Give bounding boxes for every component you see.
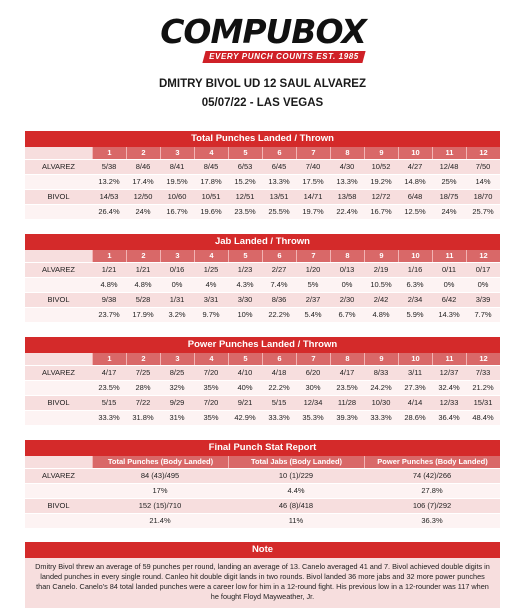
table-cell: 4/30	[339, 162, 355, 171]
bivol-final-pct-row	[25, 513, 500, 528]
round-label: 3	[160, 147, 194, 159]
compubox-logo	[158, 14, 368, 64]
bivol-landed-row	[25, 292, 500, 307]
table-cell: 3.2%	[168, 310, 186, 319]
table-cell: 35%	[203, 383, 219, 392]
table-cell: 5.4%	[304, 310, 322, 319]
table-cell: 19.6%	[200, 207, 222, 216]
fighter-name	[25, 514, 92, 528]
logo-tagline: EVERY PUNCH COUNTS EST. 1985	[209, 52, 359, 61]
note-title: Note	[25, 542, 500, 558]
table-title: Power Punches Landed / Thrown	[25, 337, 500, 353]
table-cell: 11/28	[337, 398, 357, 407]
table-cell: 10/52	[371, 162, 391, 171]
table-cell: 5/38	[101, 162, 117, 171]
table-cell: 17.5%	[302, 177, 324, 186]
round-label: 2	[126, 353, 160, 365]
table-cell: 48.4%	[472, 413, 494, 422]
table-cell: 14/53	[99, 192, 119, 201]
table-cell: 6/20	[305, 368, 321, 377]
table-cell: 4/10	[237, 368, 253, 377]
table-cell: 12.5%	[404, 207, 426, 216]
table-cell: 24%	[441, 207, 457, 216]
round-label: 4	[194, 353, 228, 365]
table-cell: 7/40	[305, 162, 321, 171]
table-cell: 12/33	[439, 398, 459, 407]
table-cell: 36.3%	[421, 516, 443, 525]
fighter-name: BIVOL	[47, 501, 70, 510]
fighter-name	[25, 205, 92, 219]
table-cell: 22.2%	[268, 310, 290, 319]
table-cell: 24%	[135, 207, 151, 216]
table-cell: 4.8%	[134, 280, 152, 289]
table-cell: 74 (42)/266	[412, 471, 452, 480]
round-label: 10	[398, 353, 432, 365]
header-spacer	[25, 250, 92, 262]
round-label: 9	[364, 147, 398, 159]
fighter-name: BIVOL	[47, 295, 70, 304]
table-cell: 1/21	[101, 265, 117, 274]
table-cell: 17.9%	[132, 310, 154, 319]
bivol-final-row	[25, 498, 500, 513]
fighter-name	[25, 484, 92, 498]
fighter-name	[25, 175, 92, 189]
fighter-name	[25, 411, 92, 425]
table-cell: 23.7%	[98, 310, 120, 319]
table-cell: 17.4%	[132, 177, 154, 186]
table-cell: 14%	[475, 177, 491, 186]
table-cell: 42.9%	[234, 413, 256, 422]
round-label: 7	[296, 147, 330, 159]
table-cell: 6/53	[237, 162, 253, 171]
table-cell: 25%	[441, 177, 457, 186]
jab-table	[25, 234, 500, 322]
table-cell: 10/51	[201, 192, 221, 201]
table-title: Jab Landed / Thrown	[25, 234, 500, 250]
round-label: 5	[228, 147, 262, 159]
table-cell: 7/20	[203, 398, 219, 407]
table-title: Final Punch Stat Report	[25, 440, 500, 456]
column-header: Power Punches (Body Landed)	[364, 456, 500, 468]
round-label: 7	[296, 353, 330, 365]
round-label: 12	[466, 353, 500, 365]
round-header-row	[25, 147, 500, 159]
table-cell: 12/37	[439, 368, 459, 377]
table-cell: 6.3%	[406, 280, 424, 289]
table-cell: 84 (43)/495	[140, 471, 180, 480]
table-cell: 10.5%	[370, 280, 392, 289]
header-spacer	[25, 353, 92, 365]
round-label: 2	[126, 250, 160, 262]
table-cell: 4.4%	[287, 486, 305, 495]
table-cell: 33.3%	[370, 413, 392, 422]
table-cell: 6/42	[441, 295, 457, 304]
table-cell: 4/17	[339, 368, 355, 377]
table-cell: 5%	[307, 280, 319, 289]
table-cell: 23.5%	[234, 207, 256, 216]
table-cell: 25.7%	[472, 207, 494, 216]
table-cell: 9.7%	[202, 310, 220, 319]
table-cell: 13/58	[337, 192, 357, 201]
table-cell: 12/72	[371, 192, 391, 201]
table-cell: 1/16	[407, 265, 423, 274]
alvarez-pct-row	[25, 174, 500, 189]
table-cell: 4%	[205, 280, 217, 289]
table-cell: 4/14	[407, 398, 423, 407]
table-cell: 7/33	[475, 368, 491, 377]
table-cell: 10 (1)/229	[278, 471, 314, 480]
round-label: 6	[262, 353, 296, 365]
table-cell: 26.4%	[98, 207, 120, 216]
table-cell: 33.3%	[268, 413, 290, 422]
table-cell: 1/31	[169, 295, 185, 304]
power-punches-table	[25, 337, 500, 425]
table-cell: 25.5%	[268, 207, 290, 216]
table-cell: 5/15	[271, 398, 287, 407]
round-label: 11	[432, 147, 466, 159]
table-cell: 0/13	[339, 265, 355, 274]
table-cell: 11%	[288, 516, 304, 525]
table-cell: 1/20	[305, 265, 321, 274]
round-label: 3	[160, 250, 194, 262]
table-cell: 19.7%	[302, 207, 324, 216]
round-label: 11	[432, 353, 466, 365]
round-label: 3	[160, 353, 194, 365]
alvarez-final-pct-row	[25, 483, 500, 498]
table-cell: 24.2%	[370, 383, 392, 392]
table-cell: 36.4%	[438, 413, 460, 422]
table-cell: 8/25	[169, 368, 185, 377]
table-cell: 17%	[152, 486, 168, 495]
table-cell: 1/23	[237, 265, 253, 274]
fighter-name: ALVAREZ	[41, 368, 76, 377]
table-cell: 12/51	[235, 192, 255, 201]
table-cell: 1/21	[135, 265, 151, 274]
table-cell: 7/25	[135, 368, 151, 377]
table-cell: 8/46	[135, 162, 151, 171]
round-label: 5	[228, 250, 262, 262]
round-label: 7	[296, 250, 330, 262]
column-header: Total Punches (Body Landed)	[92, 456, 228, 468]
table-cell: 4/27	[407, 162, 423, 171]
round-label: 10	[398, 250, 432, 262]
table-cell: 8/45	[203, 162, 219, 171]
round-label: 8	[330, 147, 364, 159]
table-cell: 23.5%	[98, 383, 120, 392]
table-cell: 0%	[477, 280, 489, 289]
table-cell: 2/34	[407, 295, 423, 304]
bivol-pct-row	[25, 410, 500, 425]
bivol-pct-row	[25, 307, 500, 322]
table-cell: 19.2%	[370, 177, 392, 186]
table-cell: 13.3%	[336, 177, 358, 186]
table-cell: 4.8%	[372, 310, 390, 319]
bivol-landed-row	[25, 189, 500, 204]
table-cell: 19.5%	[166, 177, 188, 186]
round-label: 6	[262, 250, 296, 262]
round-label: 2	[126, 147, 160, 159]
round-label: 12	[466, 250, 500, 262]
round-label: 9	[364, 353, 398, 365]
fighter-name: BIVOL	[47, 398, 70, 407]
table-cell: 39.3%	[336, 413, 358, 422]
table-cell: 2/19	[373, 265, 389, 274]
table-cell: 12/48	[439, 162, 459, 171]
round-label: 1	[92, 250, 126, 262]
table-cell: 13/51	[269, 192, 289, 201]
header-spacer	[25, 456, 92, 468]
table-cell: 4/18	[271, 368, 287, 377]
table-cell: 14.3%	[438, 310, 460, 319]
round-label: 4	[194, 250, 228, 262]
table-cell: 8/36	[271, 295, 287, 304]
round-label: 8	[330, 353, 364, 365]
round-header-row	[25, 353, 500, 365]
table-cell: 7/20	[203, 368, 219, 377]
table-cell: 33.3%	[98, 413, 120, 422]
table-cell: 16.7%	[370, 207, 392, 216]
round-label: 5	[228, 353, 262, 365]
round-label: 9	[364, 250, 398, 262]
alvarez-pct-row	[25, 277, 500, 292]
table-cell: 4.8%	[100, 280, 118, 289]
table-cell: 15.2%	[234, 177, 256, 186]
note-text: Dmitry Bivol threw an average of 59 punches per round, landing an average of 13. Canelo averaged 41 and 7. Bivol achieved double digits in landed punches in every single round. Canleo hit double digit lands in two rounds. Bivol landed 36 more jabs and 32 more power punches than Canelo. Canelo's 84 total landed punches were a career low for him in a 12-round fight. His previous low in a 12-rounder was 117 when he fought Floyd Mayweather, Jr.	[25, 558, 500, 608]
table-cell: 0/11	[441, 265, 457, 274]
round-label: 11	[432, 250, 466, 262]
table-cell: 2/37	[305, 295, 321, 304]
table-cell: 5/28	[135, 295, 151, 304]
table-cell: 7.4%	[270, 280, 288, 289]
alvarez-landed-row	[25, 365, 500, 380]
table-cell: 14.8%	[404, 177, 426, 186]
fighter-name	[25, 278, 92, 292]
table-cell: 46 (8)/418	[278, 501, 314, 510]
table-cell: 12/50	[133, 192, 153, 201]
fighter-name: ALVAREZ	[41, 162, 76, 171]
fighter-name: ALVAREZ	[41, 265, 76, 274]
table-cell: 0%	[171, 280, 183, 289]
table-cell: 31.8%	[132, 413, 154, 422]
table-cell: 2/30	[339, 295, 355, 304]
round-label: 10	[398, 147, 432, 159]
bivol-pct-row	[25, 204, 500, 219]
table-cell: 23.5%	[336, 383, 358, 392]
table-cell: 3/31	[203, 295, 219, 304]
round-label: 1	[92, 353, 126, 365]
fighter-name: ALVAREZ	[41, 471, 76, 480]
table-cell: 16.7%	[166, 207, 188, 216]
table-cell: 35.3%	[302, 413, 324, 422]
table-cell: 152 (15)/710	[138, 501, 182, 510]
alvarez-landed-row	[25, 159, 500, 174]
table-cell: 7/22	[135, 398, 151, 407]
table-cell: 0/17	[475, 265, 491, 274]
table-cell: 12/34	[303, 398, 323, 407]
table-cell: 17.8%	[200, 177, 222, 186]
round-label: 6	[262, 147, 296, 159]
column-header: Total Jabs (Body Landed)	[228, 456, 364, 468]
table-cell: 13.3%	[268, 177, 290, 186]
table-cell: 6/45	[271, 162, 287, 171]
final-punch-stat-table	[25, 440, 500, 528]
table-cell: 3/30	[237, 295, 253, 304]
table-cell: 22.2%	[268, 383, 290, 392]
table-cell: 5/15	[101, 398, 117, 407]
table-cell: 32%	[169, 383, 185, 392]
bivol-landed-row	[25, 395, 500, 410]
logo-wordmark: COMPUBOX	[160, 12, 366, 51]
table-title: Total Punches Landed / Thrown	[25, 131, 500, 147]
table-cell: 0%	[443, 280, 455, 289]
table-cell: 2/42	[373, 295, 389, 304]
table-cell: 18/70	[473, 192, 493, 201]
round-header-row	[25, 250, 500, 262]
table-cell: 18/75	[439, 192, 459, 201]
alvarez-final-row	[25, 468, 500, 483]
round-label: 1	[92, 147, 126, 159]
table-cell: 2/27	[271, 265, 287, 274]
round-label: 12	[466, 147, 500, 159]
fight-date: 05/07/22 - LAS VEGAS	[201, 97, 324, 109]
table-cell: 10%	[237, 310, 253, 319]
table-cell: 6.7%	[338, 310, 356, 319]
table-cell: 30%	[305, 383, 321, 392]
table-cell: 14/71	[303, 192, 323, 201]
table-cell: 13.2%	[98, 177, 120, 186]
fighter-name	[25, 308, 92, 322]
alvarez-pct-row	[25, 380, 500, 395]
table-cell: 4.3%	[236, 280, 254, 289]
table-cell: 40%	[237, 383, 253, 392]
table-cell: 28%	[135, 383, 151, 392]
fighter-name	[25, 381, 92, 395]
table-cell: 0%	[341, 280, 353, 289]
table-cell: 6/48	[407, 192, 423, 201]
table-cell: 28.6%	[404, 413, 426, 422]
table-cell: 10/30	[371, 398, 391, 407]
table-cell: 7.7%	[474, 310, 492, 319]
fighter-name: BIVOL	[47, 192, 70, 201]
table-cell: 7/50	[475, 162, 491, 171]
alvarez-landed-row	[25, 262, 500, 277]
table-cell: 31%	[169, 413, 185, 422]
table-cell: 3/39	[475, 295, 491, 304]
table-cell: 1/25	[203, 265, 219, 274]
header-spacer	[25, 147, 92, 159]
table-cell: 5.9%	[406, 310, 424, 319]
table-cell: 9/38	[101, 295, 117, 304]
final-header-row	[25, 456, 500, 468]
round-label: 8	[330, 250, 364, 262]
table-cell: 32.4%	[438, 383, 460, 392]
note-panel	[25, 542, 500, 608]
table-cell: 21.4%	[149, 516, 171, 525]
table-cell: 35%	[203, 413, 219, 422]
table-cell: 9/21	[237, 398, 253, 407]
table-cell: 10/60	[167, 192, 187, 201]
table-cell: 0/16	[169, 265, 185, 274]
table-cell: 27.8%	[421, 486, 443, 495]
table-cell: 9/29	[169, 398, 185, 407]
table-cell: 4/17	[101, 368, 117, 377]
table-cell: 8/33	[373, 368, 389, 377]
table-cell: 3/11	[407, 368, 423, 377]
table-cell: 27.3%	[404, 383, 426, 392]
total-punches-table	[25, 131, 500, 219]
round-label: 4	[194, 147, 228, 159]
fight-title: DMITRY BIVOL UD 12 SAUL ALVAREZ	[158, 78, 367, 90]
table-cell: 8/41	[169, 162, 185, 171]
table-cell: 22.4%	[336, 207, 358, 216]
table-cell: 15/31	[473, 398, 493, 407]
table-cell: 106 (7)/292	[412, 501, 452, 510]
table-cell: 21.2%	[472, 383, 494, 392]
